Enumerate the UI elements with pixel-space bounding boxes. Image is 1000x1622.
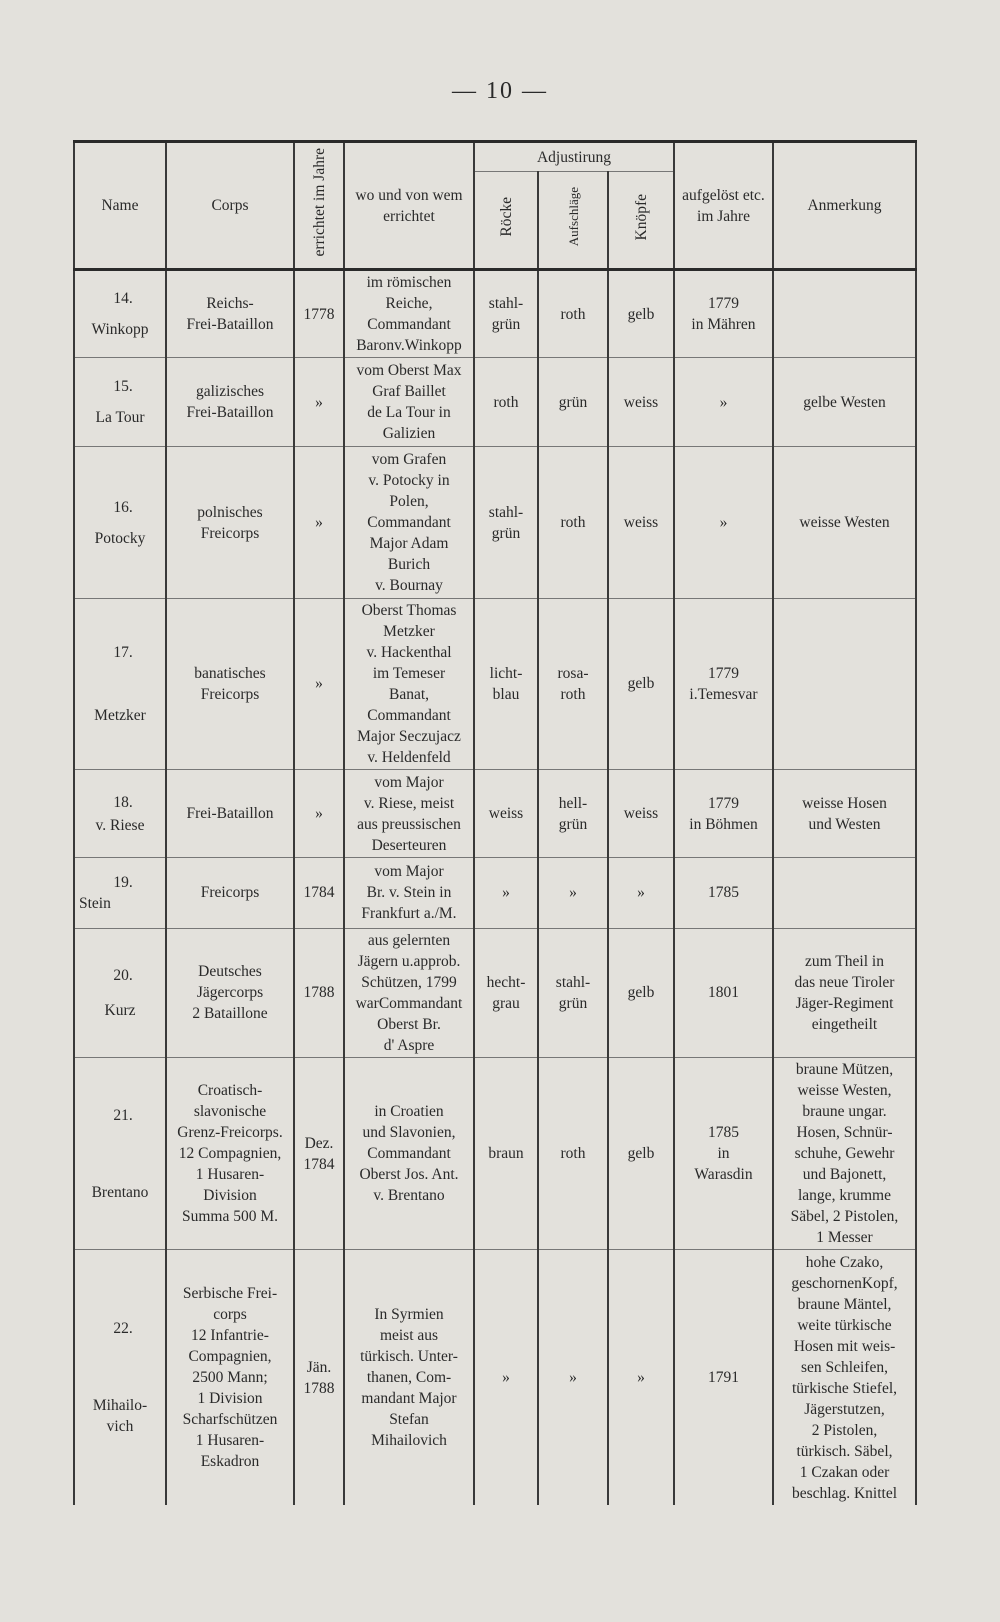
row-knoepfe: weiss — [608, 770, 674, 858]
row-corps: Serbische Frei- corps 12 Infantrie- Compagnien, 2500 Mann; 1 Division Scharfschützen 1 Husaren- Eskadron — [166, 1250, 294, 1505]
row-origin: im römischen Reiche, Commandant Baronv.Winkopp — [344, 270, 474, 358]
row-roecke: stahl- grün — [474, 270, 538, 358]
table-row — [74, 770, 916, 858]
row-knoepfe: gelb — [608, 598, 674, 769]
row-name: 19. Stein — [74, 858, 166, 928]
table-row — [74, 598, 916, 769]
row-year: 1788 — [294, 928, 344, 1057]
row-roecke: stahl- grün — [474, 447, 538, 598]
row-name: 15. La Tour — [74, 358, 166, 447]
row-dissolved: 1791 — [674, 1250, 773, 1505]
row-origin: In Syrmien meist aus türkisch. Unter- thanen, Com- mandant Major Stefan Mihailovich — [344, 1250, 474, 1505]
row-knoepfe: gelb — [608, 928, 674, 1057]
row-corps: polnisches Freicorps — [166, 447, 294, 598]
row-roecke: » — [474, 858, 538, 928]
row-corps: Deutsches Jägercorps 2 Bataillone — [166, 928, 294, 1057]
row-dissolved: 1785 in Warasdin — [674, 1057, 773, 1249]
row-name: 14. Winkopp — [74, 270, 166, 358]
row-remark — [773, 598, 916, 769]
row-remark — [773, 858, 916, 928]
row-year: 1784 — [294, 858, 344, 928]
row-name: 20. Kurz — [74, 928, 166, 1057]
row-aufschlaege: stahl- grün — [538, 928, 608, 1057]
row-origin: in Croatien und Slavonien, Commandant Oberst Jos. Ant. v. Brentano — [344, 1057, 474, 1249]
row-corps: banatisches Freicorps — [166, 598, 294, 769]
row-year: » — [294, 770, 344, 858]
row-name: 17. Metzker — [74, 598, 166, 769]
row-dissolved: 1779 in Böhmen — [674, 770, 773, 858]
header-year: errichtet im Jahre — [294, 142, 344, 270]
row-origin: aus gelernten Jägern u.approb. Schützen, 1799 warCommandant Oberst Br. d' Aspre — [344, 928, 474, 1057]
row-knoepfe: gelb — [608, 270, 674, 358]
row-knoepfe: weiss — [608, 358, 674, 447]
row-corps: galizisches Frei-Bataillon — [166, 358, 294, 447]
header-remark: Anmerkung — [773, 142, 916, 270]
table-row — [74, 858, 916, 928]
header-knoepfe: Knöpfe — [608, 172, 674, 270]
row-aufschlaege: roth — [538, 270, 608, 358]
row-dissolved: » — [674, 358, 773, 447]
row-name: 22. Mihailo- vich — [74, 1250, 166, 1505]
row-knoepfe: » — [608, 1250, 674, 1505]
row-origin: vom Oberst Max Graf Baillet de La Tour in Galizien — [344, 358, 474, 447]
row-roecke: » — [474, 1250, 538, 1505]
row-corps: Croatisch- slavonische Grenz-Freicorps. 12 Compagnien, 1 Husaren- Division Summa 500 M. — [166, 1057, 294, 1249]
row-name: 21. Brentano — [74, 1057, 166, 1249]
row-aufschlaege: hell- grün — [538, 770, 608, 858]
row-aufschlaege: » — [538, 858, 608, 928]
row-corps: Frei-Bataillon — [166, 770, 294, 858]
table-row — [74, 928, 916, 1057]
row-remark: zum Theil in das neue Tiroler Jäger-Regiment eingetheilt — [773, 928, 916, 1057]
row-aufschlaege: » — [538, 1250, 608, 1505]
row-dissolved: 1801 — [674, 928, 773, 1057]
table-row — [74, 1057, 916, 1249]
row-remark — [773, 270, 916, 358]
row-roecke: roth — [474, 358, 538, 447]
header-corps: Corps — [166, 142, 294, 270]
row-roecke: hecht- grau — [474, 928, 538, 1057]
row-dissolved: » — [674, 447, 773, 598]
row-year: Dez. 1784 — [294, 1057, 344, 1249]
row-year: » — [294, 598, 344, 769]
table-row — [74, 270, 916, 358]
header-aufschlaege: Aufschläge — [538, 172, 608, 270]
header-dissolved: aufgelöst etc. im Jahre — [674, 142, 773, 270]
row-remark: weisse Westen — [773, 447, 916, 598]
header-name: Name — [74, 142, 166, 270]
header-adjustirung: Adjustirung — [474, 142, 674, 172]
row-origin: Oberst Thomas Metzker v. Hackenthal im Temeser Banat, Commandant Major Seczujacz v. Heldenfeld — [344, 598, 474, 769]
page-number: — 10 — — [452, 78, 548, 104]
row-remark: weisse Hosen und Westen — [773, 770, 916, 858]
row-origin: vom Grafen v. Potocky in Polen, Commandant Major Adam Burich v. Bournay — [344, 447, 474, 598]
row-year: » — [294, 358, 344, 447]
row-remark: gelbe Westen — [773, 358, 916, 447]
row-aufschlaege: roth — [538, 447, 608, 598]
row-roecke: licht- blau — [474, 598, 538, 769]
row-corps: Reichs- Frei-Bataillon — [166, 270, 294, 358]
row-aufschlaege: roth — [538, 1057, 608, 1249]
header-origin: wo und von wem errichtet — [344, 142, 474, 270]
row-knoepfe: gelb — [608, 1057, 674, 1249]
row-origin: vom Major v. Riese, meist aus preussischen Deserteuren — [344, 770, 474, 858]
row-name: 18. v. Riese — [74, 770, 166, 858]
row-origin: vom Major Br. v. Stein in Frankfurt a./M. — [344, 858, 474, 928]
row-knoepfe: weiss — [608, 447, 674, 598]
row-aufschlaege: grün — [538, 358, 608, 447]
row-year: » — [294, 447, 344, 598]
row-dissolved: 1779 i.Temesvar — [674, 598, 773, 769]
row-corps: Freicorps — [166, 858, 294, 928]
row-roecke: weiss — [474, 770, 538, 858]
row-dissolved: 1779 in Mähren — [674, 270, 773, 358]
row-year: 1778 — [294, 270, 344, 358]
table-row — [74, 447, 916, 598]
freicorps-table — [73, 140, 917, 1505]
row-aufschlaege: rosa- roth — [538, 598, 608, 769]
row-remark: hohe Czako, geschornenKopf, braune Mäntel, weite türkische Hosen mit weis- sen Schleifen, türkische Stiefel, Jägerstutzen, 2 Pistolen, türkisch. Säbel, 1 Czakan oder beschlag. Knittel — [773, 1250, 916, 1505]
header-roecke: Röcke — [474, 172, 538, 270]
row-name: 16. Potocky — [74, 447, 166, 598]
row-roecke: braun — [474, 1057, 538, 1249]
row-dissolved: 1785 — [674, 858, 773, 928]
row-remark: braune Mützen, weisse Westen, braune ungar. Hosen, Schnür- schuhe, Gewehr und Bajonett, lange, krumme Säbel, 2 Pistolen, 1 Messer — [773, 1057, 916, 1249]
table-row — [74, 358, 916, 447]
row-year: Jän. 1788 — [294, 1250, 344, 1505]
table-row — [74, 1250, 916, 1505]
row-knoepfe: » — [608, 858, 674, 928]
